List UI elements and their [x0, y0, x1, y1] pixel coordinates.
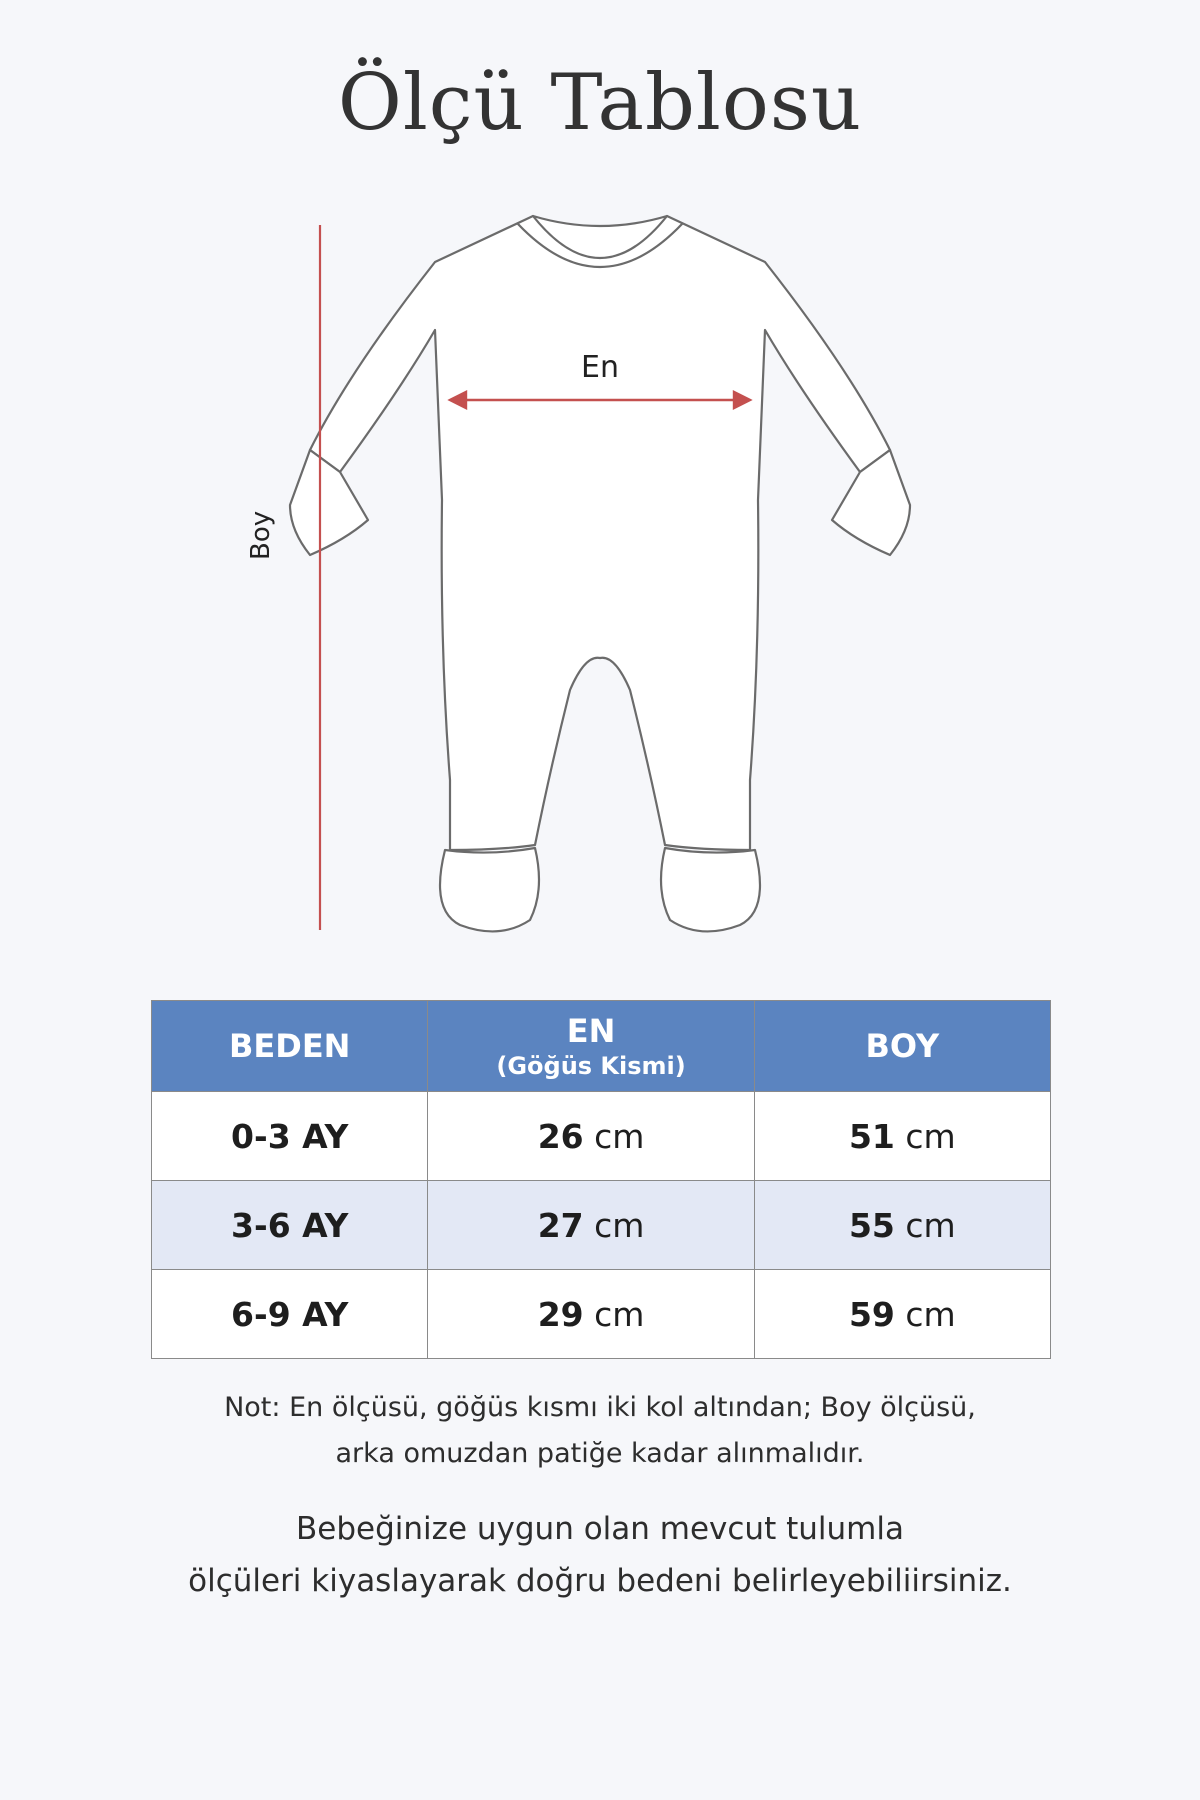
right-cuff [832, 450, 910, 555]
size-cell [152, 1270, 428, 1359]
height-cell [754, 1181, 1050, 1270]
left-cuff [290, 450, 368, 555]
width-value: 29 [537, 1294, 584, 1334]
size-value: 3-6 AY [231, 1205, 349, 1245]
size-cell [152, 1181, 428, 1270]
header-width [428, 1001, 754, 1092]
height-cell [754, 1270, 1050, 1359]
unit: cm [905, 1205, 956, 1245]
header-width-label: EN [566, 1012, 616, 1050]
width-label: En [581, 350, 619, 385]
unit: cm [594, 1205, 645, 1245]
unit: cm [594, 1294, 645, 1334]
note-text-1: En ölçüsü, göğüs kısmı iki kol altından; Boy ölçüsü, [289, 1392, 976, 1423]
romper-body-outline [310, 216, 890, 850]
header-width-sub: (Göğüs Kismi) [496, 1052, 686, 1080]
table-row [152, 1270, 1051, 1359]
width-value: 26 [537, 1116, 584, 1156]
left-foot [440, 848, 539, 931]
measurement-note [100, 1385, 1100, 1477]
unit: cm [905, 1294, 956, 1334]
tip-line-2: ölçüleri kiyaslayarak doğru bedeni belirleyebiliirsiniz. [188, 1563, 1012, 1599]
height-cell [754, 1092, 1050, 1181]
table-header-row [152, 1001, 1051, 1092]
width-value: 27 [537, 1205, 584, 1245]
size-chart-table [151, 1000, 1051, 1359]
size-value: 0-3 AY [231, 1116, 349, 1156]
sizing-tip [100, 1503, 1100, 1607]
note-prefix: Not: [224, 1392, 281, 1423]
baby-footed-romper-icon [290, 216, 910, 931]
size-value: 6-9 AY [231, 1294, 349, 1334]
table-row [152, 1092, 1051, 1181]
note-line-1 [100, 1385, 1100, 1431]
tip-line-1: Bebeğinize uygun olan mevcut tulumla [296, 1511, 904, 1547]
height-value: 55 [848, 1205, 895, 1245]
width-cell [428, 1181, 754, 1270]
height-value: 59 [848, 1294, 895, 1334]
width-cell [428, 1270, 754, 1359]
size-cell [152, 1092, 428, 1181]
unit: cm [905, 1116, 956, 1156]
unit: cm [594, 1116, 645, 1156]
width-cell [428, 1092, 754, 1181]
header-size: BEDEN [152, 1001, 428, 1092]
note-line-2: arka omuzdan patiğe kadar alınmalıdır. [335, 1438, 865, 1469]
height-label: Boy [246, 510, 276, 560]
page-title: Ölçü Tablosu [337, 58, 863, 148]
height-value: 51 [848, 1116, 895, 1156]
right-foot [661, 848, 760, 931]
header-height: BOY [754, 1001, 1050, 1092]
table-row [152, 1181, 1051, 1270]
